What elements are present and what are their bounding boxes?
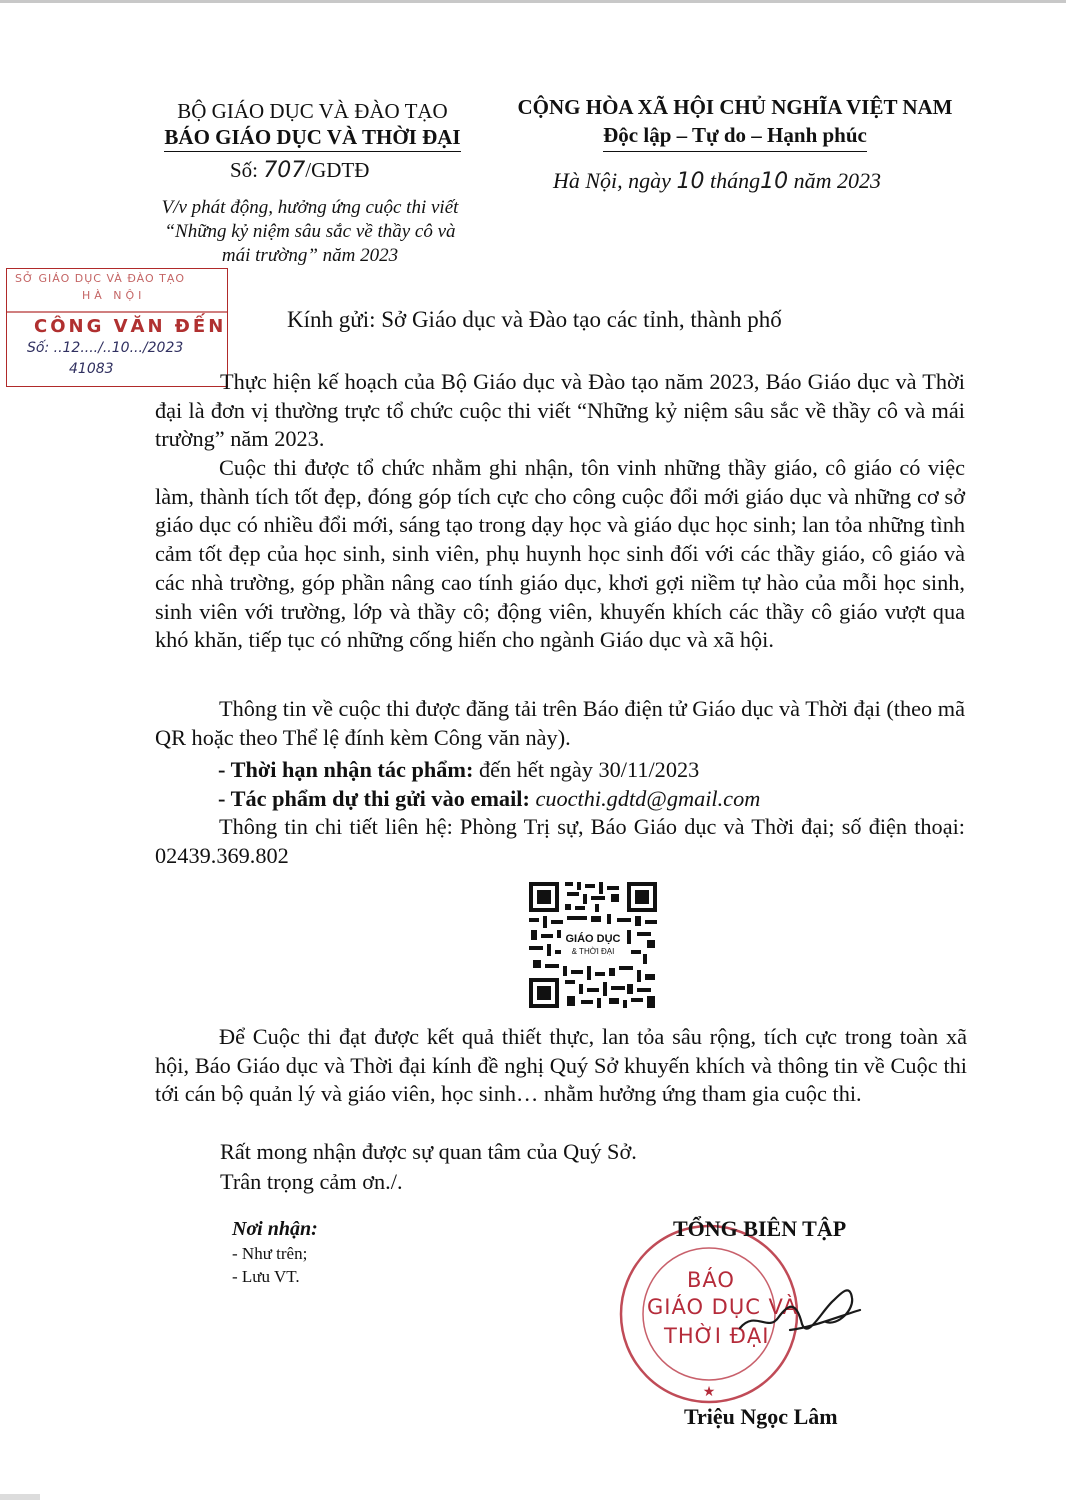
paragraph-2: Cuộc thi được tổ chức nhằm ghi nhận, tôn vinh những thầy giáo, cô giáo có việc làm, thành tích tốt đẹp, đóng góp tích cực cho công cuộc đổi mới giáo dục và những cơ sở giáo dục có nhiều đổi mới, sáng tạo trong dạy học và giáo dục học sinh; lan tỏa những tình cảm tốt đẹp của học sinh, sinh viên, phụ huynh học sinh đối với các thầy giáo, cô giáo và các nhà trường, góp phần nâng cao tính giáo dục, khơi gợi niềm tự hào của mỗi học sinh, sinh viên với trường, lớp và thầy cô; động viên, khuyến khích các thầy cô giáo vượt qua khó khăn, tiếp tục có những cống hiến cho ngành Giáo dục và xã hội. (155, 455, 965, 653)
document-number (230, 158, 369, 183)
closing-line-1: Rất mong nhận được sự quan tâm của Quý Sở. (220, 1139, 637, 1164)
country-name: CỘNG HÒA XÃ HỘI CHỦ NGHĨA VIỆT NAM (517, 95, 953, 119)
qr-code[interactable] (527, 880, 659, 1010)
closing-line-2: Trân trọng cảm ơn./. (220, 1169, 403, 1194)
issuer-header (115, 98, 510, 152)
handwritten-number: 707 (263, 158, 306, 183)
organization-name: BÁO GIÁO DỤC VÀ THỜI ĐẠI (164, 124, 460, 152)
seal-line-1: BÁO (687, 1268, 735, 1292)
recipient-line: Kính gửi: Sở Giáo dục và Đào tạo các tỉnh, thành phố (287, 307, 782, 332)
date-year: năm 2023 (793, 168, 881, 193)
scan-top-edge (0, 0, 1066, 3)
qr-logo-line2: & THỜI ĐẠI (571, 947, 615, 956)
contact-paragraph: Thông tin chi tiết liên hệ: Phòng Trị sự, Báo Giáo dục và Thời đại; số điện thoại: 02439.369.802 (155, 814, 965, 868)
subject-line-3: mái trường” năm 2023 (221, 245, 399, 266)
seal-line-3: THỜI ĐẠI (664, 1324, 770, 1348)
date-month-label: tháng (709, 168, 761, 193)
qr-logo-line1: GIÁO DỤC (565, 933, 621, 945)
stamp-title: CÔNG VĂN ĐẾN (34, 316, 227, 337)
subject-line-1: V/v phát động, hưởng ứng cuộc thi viết (161, 197, 459, 218)
document-date (553, 168, 881, 194)
recipients-item-2: - Lưu VT. (232, 1267, 300, 1286)
date-place: Hà Nội, ngày (553, 168, 671, 193)
paragraph-3: Thông tin về cuộc thi được đăng tải trên Báo điện tử Giáo dục và Thời đại (theo mã QR hoặc theo Thể lệ đính kèm Công văn này). (155, 696, 965, 750)
handwritten-signature (730, 1270, 865, 1350)
ministry-name: BỘ GIÁO DỤC VÀ ĐÀO TẠO (177, 99, 448, 123)
number-suffix: /GDTĐ (305, 158, 370, 182)
deadline-value: đến hết ngày 30/11/2023 (473, 757, 700, 782)
scan-corner-mark (0, 1494, 40, 1500)
national-motto: Độc lập – Tự do – Hạnh phúc (603, 121, 867, 152)
svg-text:★: ★ (702, 1385, 716, 1400)
deadline-label: - Thời hạn nhận tác phẩm: (218, 757, 474, 782)
contest-email[interactable]: cuocthi.gdtd@gmail.com (535, 786, 761, 811)
email-label: - Tác phẩm dự thi gửi vào email: (218, 786, 530, 811)
number-prefix: Số: (230, 158, 259, 182)
subject-line (120, 196, 500, 268)
stamp-dept: SỞ GIÁO DỤC VÀ ĐÀO TẠO (15, 272, 186, 285)
email-line (218, 786, 760, 812)
stamp-divider (7, 311, 227, 313)
paragraph-1: Thực hiện kế hoạch của Bộ Giáo dục và Đào tạo năm 2023, Báo Giáo dục và Thời đại là đơn vị thường trực tổ chức cuộc thi viết “Những kỷ niệm sâu sắc về thầy cô và mái trường” năm 2023. (155, 369, 965, 452)
paragraph-request: Để Cuộc thi đạt được kết quả thiết thực, lan tỏa sâu rộng, tích cực trong toàn xã hội, Báo Giáo dục và Thời đại kính đề nghị Quý Sở khuyến khích và thông tin về Cuộc thi tới cán bộ quản lý và giáo viên, học sinh… nhằm hưởng ứng tham gia cuộc thi. (155, 1024, 967, 1107)
recipients-item-1: - Như trên; (232, 1244, 308, 1263)
seal-line-2: GIÁO DỤC VÀ (647, 1295, 798, 1319)
stamp-entry-number: 41083 (69, 361, 114, 377)
recipients-title: Nơi nhận: (232, 1218, 318, 1240)
stamp-number-date: Số: ..12..../..10.../2023 (27, 340, 184, 356)
deadline-line (218, 757, 699, 783)
stamp-city: HÀ NỘI (82, 289, 146, 302)
national-header (505, 93, 965, 152)
subject-line-2: “Những kỷ niệm sâu sắc về thầy cô và (164, 221, 456, 242)
handwritten-month: 10 (760, 169, 789, 194)
handwritten-day: 10 (676, 169, 705, 194)
signatory-title: TỔNG BIÊN TẬP (673, 1216, 847, 1241)
signatory-name: Triệu Ngọc Lâm (684, 1404, 838, 1429)
